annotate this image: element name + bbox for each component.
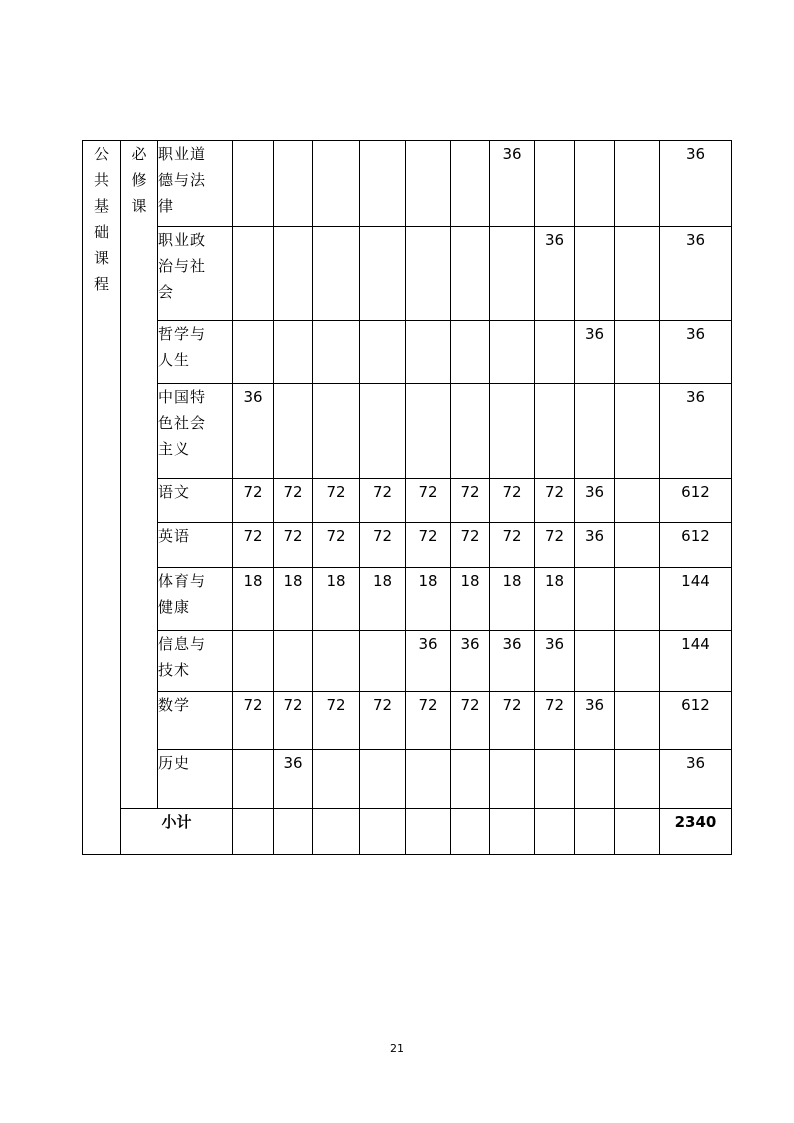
- semester-hours-cell: 18: [360, 568, 406, 631]
- semester-hours-cell: [360, 141, 406, 227]
- semester-hours-cell: 72: [233, 479, 274, 523]
- total-hours-cell: 36: [660, 321, 732, 384]
- semester-hours-cell: [490, 227, 535, 321]
- semester-hours-cell: [575, 568, 615, 631]
- semester-hours-cell: 18: [313, 568, 360, 631]
- subtotal-empty-cell: [360, 809, 406, 855]
- semester-hours-cell: [615, 631, 660, 692]
- semester-hours-cell: [451, 227, 490, 321]
- category-label: [83, 141, 121, 855]
- table-row: [83, 141, 732, 227]
- semester-hours-cell: 36: [451, 631, 490, 692]
- semester-hours-cell: 36: [490, 141, 535, 227]
- semester-hours-cell: [233, 227, 274, 321]
- type_label-char: 修: [131, 171, 147, 189]
- semester-hours-cell: [406, 227, 451, 321]
- course-name-line: 会: [158, 283, 175, 301]
- semester-hours-cell: 18: [233, 568, 274, 631]
- semester-hours-cell: 72: [490, 479, 535, 523]
- semester-hours-cell: [615, 523, 660, 568]
- semester-hours-cell: [575, 141, 615, 227]
- total-hours-cell: 36: [660, 141, 732, 227]
- total-hours-cell: 36: [660, 384, 732, 479]
- table-row: [83, 750, 732, 809]
- semester-hours-cell: [274, 384, 313, 479]
- course-name-line: 主义: [158, 440, 191, 458]
- semester-hours-cell: [360, 750, 406, 809]
- semester-hours-cell: [451, 141, 490, 227]
- semester-hours-cell: 72: [233, 692, 274, 750]
- course-name-line: 数学: [158, 696, 191, 714]
- semester-hours-cell: 72: [406, 523, 451, 568]
- semester-hours-cell: [406, 321, 451, 384]
- semester-hours-cell: [274, 321, 313, 384]
- semester-hours-cell: 18: [490, 568, 535, 631]
- semester-hours-cell: [313, 321, 360, 384]
- total-hours-cell: 612: [660, 479, 732, 523]
- table-row: [83, 227, 732, 321]
- semester-hours-cell: [615, 384, 660, 479]
- semester-hours-cell: 36: [406, 631, 451, 692]
- semester-hours-cell: 72: [360, 692, 406, 750]
- semester-hours-cell: [451, 321, 490, 384]
- course-name: [158, 321, 233, 384]
- subtotal-total: 2340: [660, 809, 732, 855]
- semester-hours-cell: [615, 750, 660, 809]
- semester-hours-cell: [406, 750, 451, 809]
- semester-hours-cell: [615, 479, 660, 523]
- course-name-line: 英语: [158, 527, 191, 545]
- semester-hours-cell: [575, 384, 615, 479]
- semester-hours-cell: 72: [274, 479, 313, 523]
- course-name-line: 技术: [158, 661, 191, 679]
- category_label-char: 公: [93, 145, 109, 163]
- semester-hours-cell: 36: [274, 750, 313, 809]
- table-row: [83, 568, 732, 631]
- total-hours-cell: 36: [660, 750, 732, 809]
- semester-hours-cell: 72: [535, 523, 575, 568]
- curriculum-table: [82, 140, 732, 855]
- subtotal-empty-cell: [615, 809, 660, 855]
- type_label-char: 课: [131, 197, 147, 215]
- category_label-char: 基: [93, 197, 109, 215]
- semester-hours-cell: [313, 384, 360, 479]
- course-name: [158, 523, 233, 568]
- total-hours-cell: 144: [660, 568, 732, 631]
- type_label-char: 必: [131, 145, 147, 163]
- course-name-line: 职业政: [158, 231, 207, 249]
- semester-hours-cell: [535, 321, 575, 384]
- semester-hours-cell: 72: [406, 692, 451, 750]
- semester-hours-cell: [575, 227, 615, 321]
- course-name-line: 职业道: [158, 145, 207, 163]
- semester-hours-cell: 72: [274, 523, 313, 568]
- course-name-line: 语文: [158, 483, 191, 501]
- subtotal-empty-cell: [535, 809, 575, 855]
- category_label-char: 程: [93, 275, 109, 293]
- total-hours-cell: 144: [660, 631, 732, 692]
- semester-hours-cell: [535, 141, 575, 227]
- semester-hours-cell: [615, 321, 660, 384]
- semester-hours-cell: [490, 384, 535, 479]
- semester-hours-cell: 72: [490, 523, 535, 568]
- semester-hours-cell: 72: [360, 523, 406, 568]
- semester-hours-cell: [360, 384, 406, 479]
- course-name-line: 德与法: [158, 171, 207, 189]
- course-name-line: 人生: [158, 351, 191, 369]
- semester-hours-cell: [575, 631, 615, 692]
- course-name: [158, 384, 233, 479]
- semester-hours-cell: 18: [406, 568, 451, 631]
- subtotal-empty-cell: [313, 809, 360, 855]
- semester-hours-cell: 18: [274, 568, 313, 631]
- course-name: [158, 479, 233, 523]
- course-name: [158, 568, 233, 631]
- page-number: 21: [390, 1042, 404, 1055]
- course-name-line: 色社会: [158, 414, 207, 432]
- subtotal-empty-cell: [274, 809, 313, 855]
- semester-hours-cell: 36: [535, 631, 575, 692]
- semester-hours-cell: 36: [575, 479, 615, 523]
- semester-hours-cell: [360, 321, 406, 384]
- semester-hours-cell: 18: [535, 568, 575, 631]
- semester-hours-cell: 72: [406, 479, 451, 523]
- semester-hours-cell: 72: [313, 479, 360, 523]
- semester-hours-cell: [274, 141, 313, 227]
- semester-hours-cell: [406, 384, 451, 479]
- semester-hours-cell: [615, 692, 660, 750]
- subtotal-row: [83, 809, 732, 855]
- semester-hours-cell: 36: [575, 321, 615, 384]
- semester-hours-cell: [274, 227, 313, 321]
- course-name-line: 信息与: [158, 635, 207, 653]
- semester-hours-cell: 18: [451, 568, 490, 631]
- semester-hours-cell: 36: [535, 227, 575, 321]
- semester-hours-cell: [233, 141, 274, 227]
- table-row: [83, 384, 732, 479]
- semester-hours-cell: 72: [360, 479, 406, 523]
- table-row: [83, 523, 732, 568]
- subtotal-empty-cell: [575, 809, 615, 855]
- course-name-line: 健康: [158, 598, 191, 616]
- course-name: [158, 227, 233, 321]
- semester-hours-cell: 72: [490, 692, 535, 750]
- semester-hours-cell: [451, 750, 490, 809]
- semester-hours-cell: [360, 227, 406, 321]
- semester-hours-cell: [233, 750, 274, 809]
- semester-hours-cell: 72: [313, 523, 360, 568]
- subtotal-empty-cell: [233, 809, 274, 855]
- course-name-line: 治与社: [158, 257, 207, 275]
- semester-hours-cell: 36: [490, 631, 535, 692]
- semester-hours-cell: 36: [575, 523, 615, 568]
- course-name-line: 历史: [158, 754, 191, 772]
- semester-hours-cell: 72: [451, 479, 490, 523]
- semester-hours-cell: [313, 750, 360, 809]
- semester-hours-cell: [233, 631, 274, 692]
- course-name-line: 律: [158, 197, 175, 215]
- semester-hours-cell: [615, 568, 660, 631]
- semester-hours-cell: [360, 631, 406, 692]
- semester-hours-cell: 72: [535, 479, 575, 523]
- table-row: [83, 692, 732, 750]
- semester-hours-cell: [313, 141, 360, 227]
- semester-hours-cell: [451, 384, 490, 479]
- table-row: [83, 631, 732, 692]
- semester-hours-cell: 36: [575, 692, 615, 750]
- semester-hours-cell: [313, 631, 360, 692]
- semester-hours-cell: [274, 631, 313, 692]
- subtotal-label: 小计: [121, 809, 233, 855]
- semester-hours-cell: 36: [233, 384, 274, 479]
- course-type-label: [121, 141, 158, 809]
- semester-hours-cell: 72: [535, 692, 575, 750]
- semester-hours-cell: 72: [313, 692, 360, 750]
- semester-hours-cell: [535, 750, 575, 809]
- table-row: [83, 479, 732, 523]
- semester-hours-cell: 72: [451, 523, 490, 568]
- category_label-char: 共: [93, 171, 109, 189]
- course-name: [158, 631, 233, 692]
- semester-hours-cell: [490, 750, 535, 809]
- semester-hours-cell: [615, 227, 660, 321]
- table-row: [83, 321, 732, 384]
- course-name-line: 体育与: [158, 572, 207, 590]
- total-hours-cell: 612: [660, 692, 732, 750]
- course-name: [158, 692, 233, 750]
- semester-hours-cell: [490, 321, 535, 384]
- semester-hours-cell: [575, 750, 615, 809]
- category_label-char: 课: [93, 249, 109, 267]
- course-name-line: 哲学与: [158, 325, 207, 343]
- course-name: [158, 750, 233, 809]
- total-hours-cell: 36: [660, 227, 732, 321]
- subtotal-empty-cell: [451, 809, 490, 855]
- subtotal-empty-cell: [490, 809, 535, 855]
- subtotal-empty-cell: [406, 809, 451, 855]
- semester-hours-cell: [406, 141, 451, 227]
- semester-hours-cell: [615, 141, 660, 227]
- semester-hours-cell: [535, 384, 575, 479]
- category_label-char: 础: [93, 223, 109, 241]
- course-name-line: 中国特: [158, 388, 207, 406]
- total-hours-cell: 612: [660, 523, 732, 568]
- semester-hours-cell: 72: [274, 692, 313, 750]
- semester-hours-cell: [313, 227, 360, 321]
- semester-hours-cell: [233, 321, 274, 384]
- course-name: [158, 141, 233, 227]
- semester-hours-cell: 72: [233, 523, 274, 568]
- semester-hours-cell: 72: [451, 692, 490, 750]
